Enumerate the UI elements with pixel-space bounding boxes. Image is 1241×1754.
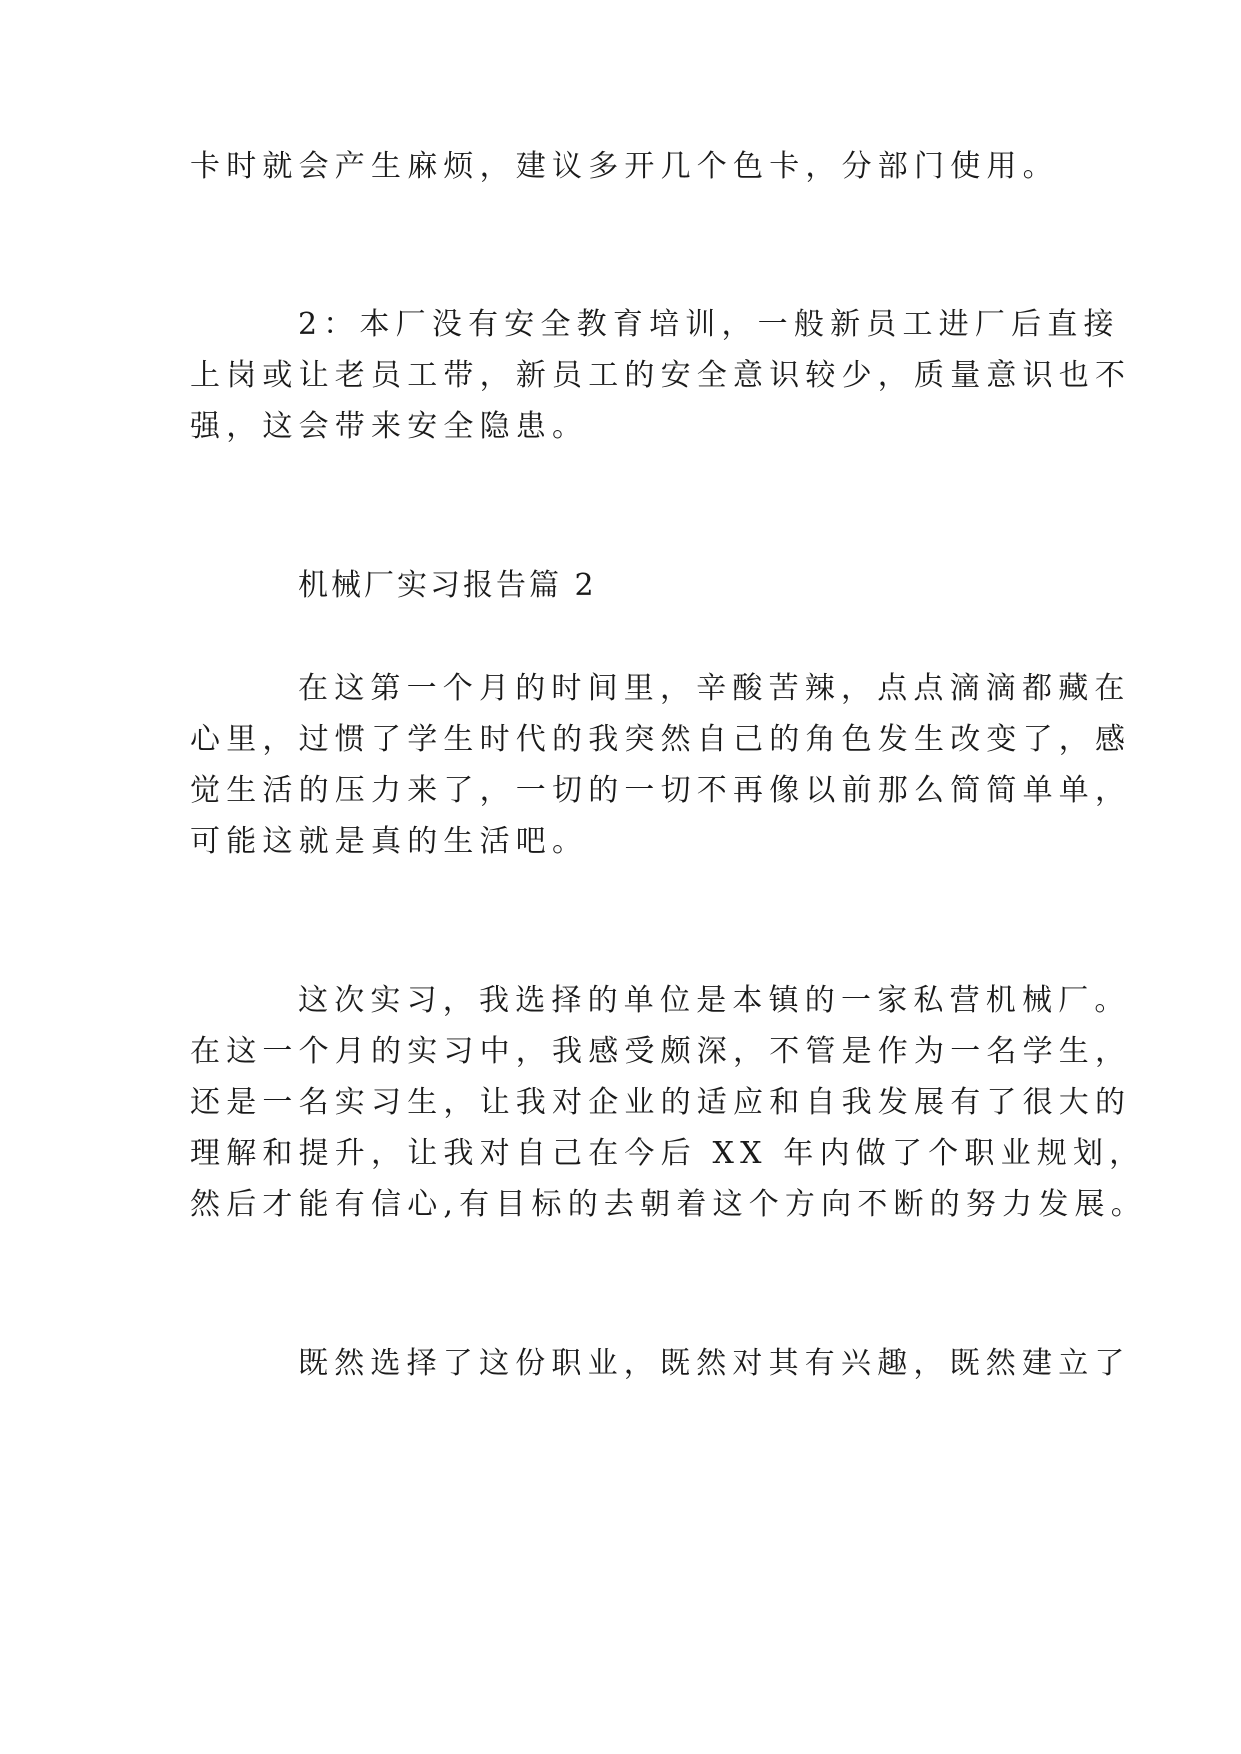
paragraph-3-line-1: 在这第一个月的时间里，辛酸苦辣，点点滴滴都藏在 [298,671,1131,706]
paragraph-4-line-1: 这次实习，我选择的单位是本镇的一家私营机械厂。 [298,983,1131,1018]
paragraph-3-line-2: 心里，过惯了学生时代的我突然自己的角色发生改变了，感 [190,722,1132,757]
paragraph-4-line-3: 还是一名实习生，让我对企业的适应和自我发展有了很大的 [190,1085,1132,1120]
paragraph-2-line-3: 强，这会带来安全隐患。 [190,409,589,444]
paragraph-4-line-5: 然后才能有信心,有目标的去朝着这个方向不断的努力发展。 [190,1187,1147,1222]
paragraph-4-line-2: 在这一个月的实习中，我感受颇深，不管是作为一名学生， [190,1034,1132,1069]
paragraph-2-line-1: 2：本厂没有安全教育培训，一般新员工进厂后直接 [298,307,1120,342]
paragraph-3-line-3: 觉生活的压力来了，一切的一切不再像以前那么简简单单， [190,773,1132,808]
paragraph-2-line-2: 上岗或让老员工带，新员工的安全意识较少，质量意识也不 [190,358,1132,393]
paragraph-3-line-4: 可能这就是真的生活吧。 [190,824,589,859]
paragraph-4-line-4: 理解和提升，让我对自己在今后 XX 年内做了个职业规划， [190,1136,1146,1171]
paragraph-1-line-1: 卡时就会产生麻烦，建议多开几个色卡，分部门使用。 [190,149,1059,184]
paragraph-5-line-1: 既然选择了这份职业，既然对其有兴趣，既然建立了 [298,1346,1131,1381]
section-heading: 机械厂实习报告篇 2 [298,568,597,603]
